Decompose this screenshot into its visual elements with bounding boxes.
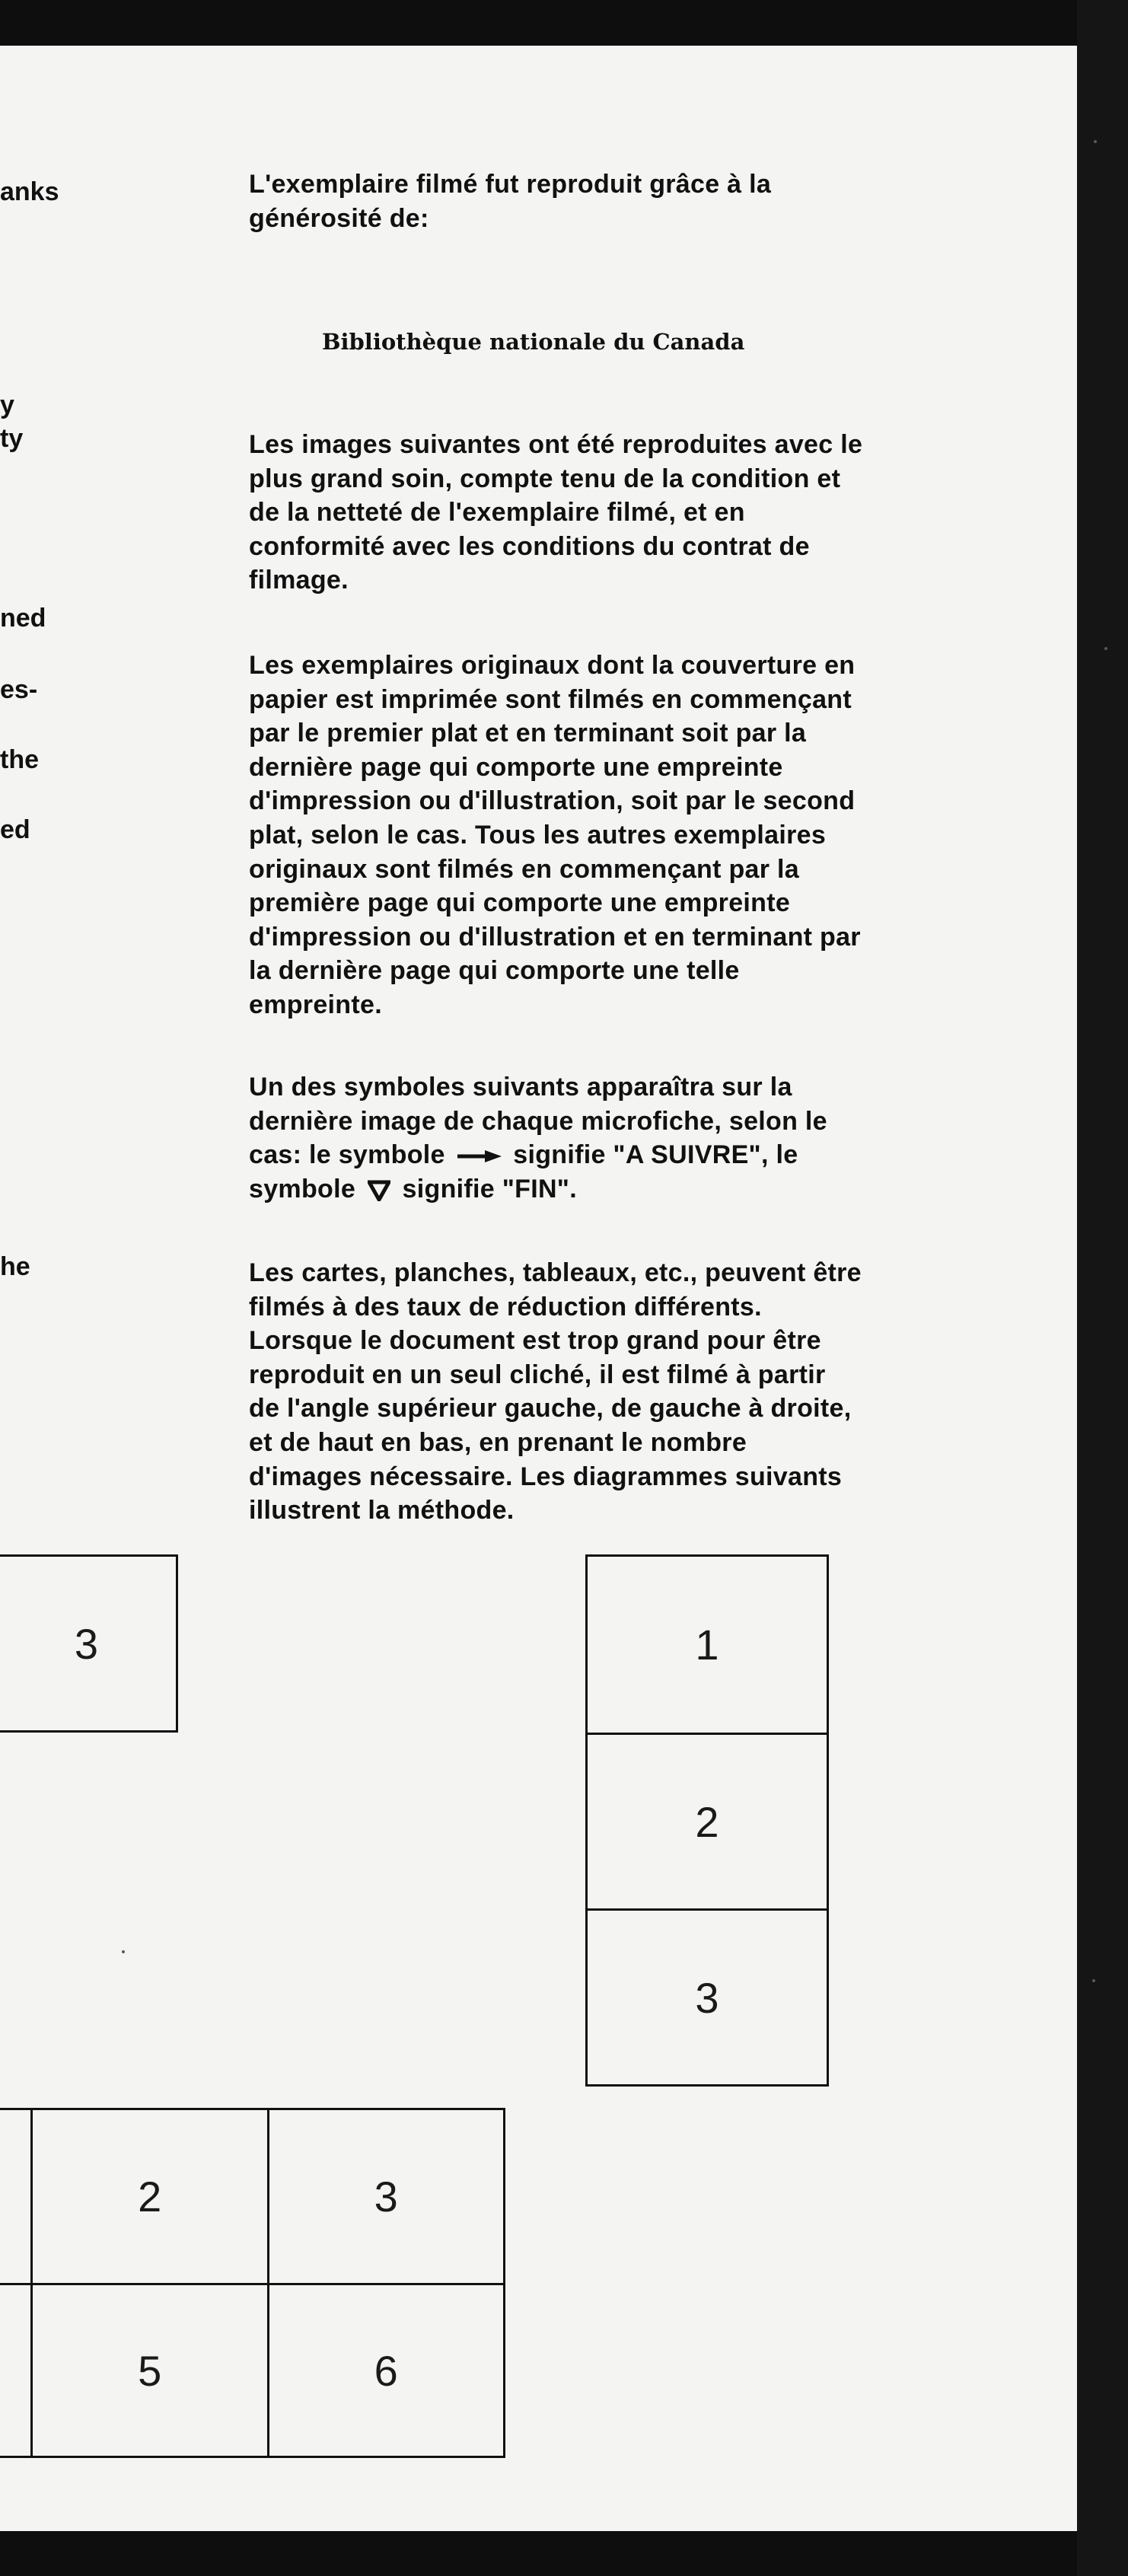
text-line: dernière image de chaque microfiche, selon le bbox=[249, 1106, 827, 1136]
text-line: papier est imprimée sont filmés en commençant bbox=[249, 684, 852, 714]
diagram-vertical bbox=[585, 1554, 829, 2087]
triangle-down-icon bbox=[368, 1180, 390, 1201]
text-line: reproduit en un seul cliché, il est filmé à partir bbox=[249, 1360, 826, 1389]
diagram-cell-empty bbox=[0, 2283, 30, 2456]
diagram-cell: 3 bbox=[267, 2110, 504, 2283]
diagram-cell: 2 bbox=[588, 1733, 827, 1908]
diagram-cell: 3 bbox=[588, 1908, 827, 2084]
text-line: filmés à des taux de réduction différents. bbox=[249, 1292, 762, 1321]
diagram-horizontal-partial bbox=[0, 1554, 178, 1733]
text-fragment: cas: le symbole bbox=[249, 1140, 445, 1170]
library-name: Bibliothèque nationale du Canada bbox=[322, 329, 745, 355]
dust-speck bbox=[1104, 647, 1107, 650]
diagram-cell: 5 bbox=[30, 2283, 267, 2456]
text-line: d'images nécessaire. Les diagrammes suivants bbox=[249, 1462, 843, 1491]
text-line bbox=[249, 1172, 1018, 1207]
text-line: la dernière page qui comporte une telle bbox=[249, 956, 740, 986]
document-page bbox=[0, 46, 1077, 2531]
text-line: par le premier plat et en terminant soit par la bbox=[249, 719, 807, 748]
dust-speck bbox=[1092, 1979, 1095, 1982]
text-fragment: signifie "A SUIVRE", le bbox=[513, 1140, 798, 1170]
text-line: générosité de: bbox=[249, 203, 429, 233]
text-line: empreinte. bbox=[249, 990, 382, 1019]
dust-speck bbox=[122, 1950, 125, 1953]
quality-paragraph bbox=[249, 428, 1018, 598]
diagram-cell: 3 bbox=[74, 1619, 99, 1668]
maps-paragraph bbox=[249, 1256, 1018, 1528]
originals-paragraph bbox=[249, 649, 1018, 1022]
diagram-cell: 2 bbox=[30, 2110, 267, 2283]
text-line: dernière page qui comporte une empreinte bbox=[249, 752, 783, 782]
text-line: d'impression ou d'illustration, soit par le second bbox=[249, 786, 856, 816]
intro-paragraph bbox=[249, 167, 1018, 235]
left-text-fragment: y bbox=[0, 391, 14, 419]
text-line: plus grand soin, compte tenu de la condition et bbox=[249, 464, 841, 493]
text-line bbox=[249, 1138, 1018, 1172]
left-text-fragment: ed bbox=[0, 815, 30, 844]
text-line: filmage. bbox=[249, 566, 349, 595]
text-line: d'impression ou d'illustration et en terminant par bbox=[249, 922, 861, 952]
left-text-fragment: the bbox=[0, 745, 39, 774]
text-line: conformité avec les conditions du contrat de bbox=[249, 531, 810, 561]
arrow-right-icon bbox=[457, 1148, 502, 1165]
symbols-paragraph bbox=[249, 1070, 1018, 1206]
text-line: Les images suivantes ont été reproduites avec le bbox=[249, 430, 863, 459]
diagram-cell-empty bbox=[0, 2110, 30, 2283]
left-text-fragment: es- bbox=[0, 675, 38, 704]
text-fragment: signifie "FIN". bbox=[402, 1174, 577, 1204]
text-line: Les exemplaires originaux dont la couverture en bbox=[249, 651, 856, 680]
text-line: de l'angle supérieur gauche, de gauche à droite, bbox=[249, 1394, 852, 1423]
text-line: Les cartes, planches, tableaux, etc., peuvent être bbox=[249, 1258, 862, 1287]
left-text-fragment: ned bbox=[0, 604, 46, 633]
text-line: plat, selon le cas. Tous les autres exemplaires bbox=[249, 820, 827, 850]
text-line: L'exemplaire filmé fut reproduit grâce à la bbox=[249, 170, 772, 199]
film-border bbox=[1077, 0, 1128, 2576]
text-line: Un des symboles suivants apparaîtra sur la bbox=[249, 1073, 792, 1101]
text-fragment: symbole bbox=[249, 1174, 356, 1204]
left-text-fragment: he bbox=[0, 1252, 30, 1281]
text-line: première page qui comporte une empreinte bbox=[249, 888, 791, 918]
diagram-cell: 1 bbox=[695, 1621, 719, 1669]
diagram-grid bbox=[0, 2108, 505, 2458]
left-text-fragment: ty bbox=[0, 424, 24, 453]
text-line: de la netteté de l'exemplaire filmé, et en bbox=[249, 498, 745, 528]
text-line: Lorsque le document est trop grand pour être bbox=[249, 1326, 821, 1356]
text-line: originaux sont filmés en commençant par la bbox=[249, 854, 799, 884]
left-text-fragment: anks bbox=[0, 177, 59, 206]
text-line: illustrent la méthode. bbox=[249, 1496, 515, 1526]
diagram-cell: 6 bbox=[267, 2283, 504, 2456]
text-line: et de haut en bas, en prenant le nombre bbox=[249, 1427, 747, 1457]
dust-speck bbox=[1094, 140, 1097, 143]
